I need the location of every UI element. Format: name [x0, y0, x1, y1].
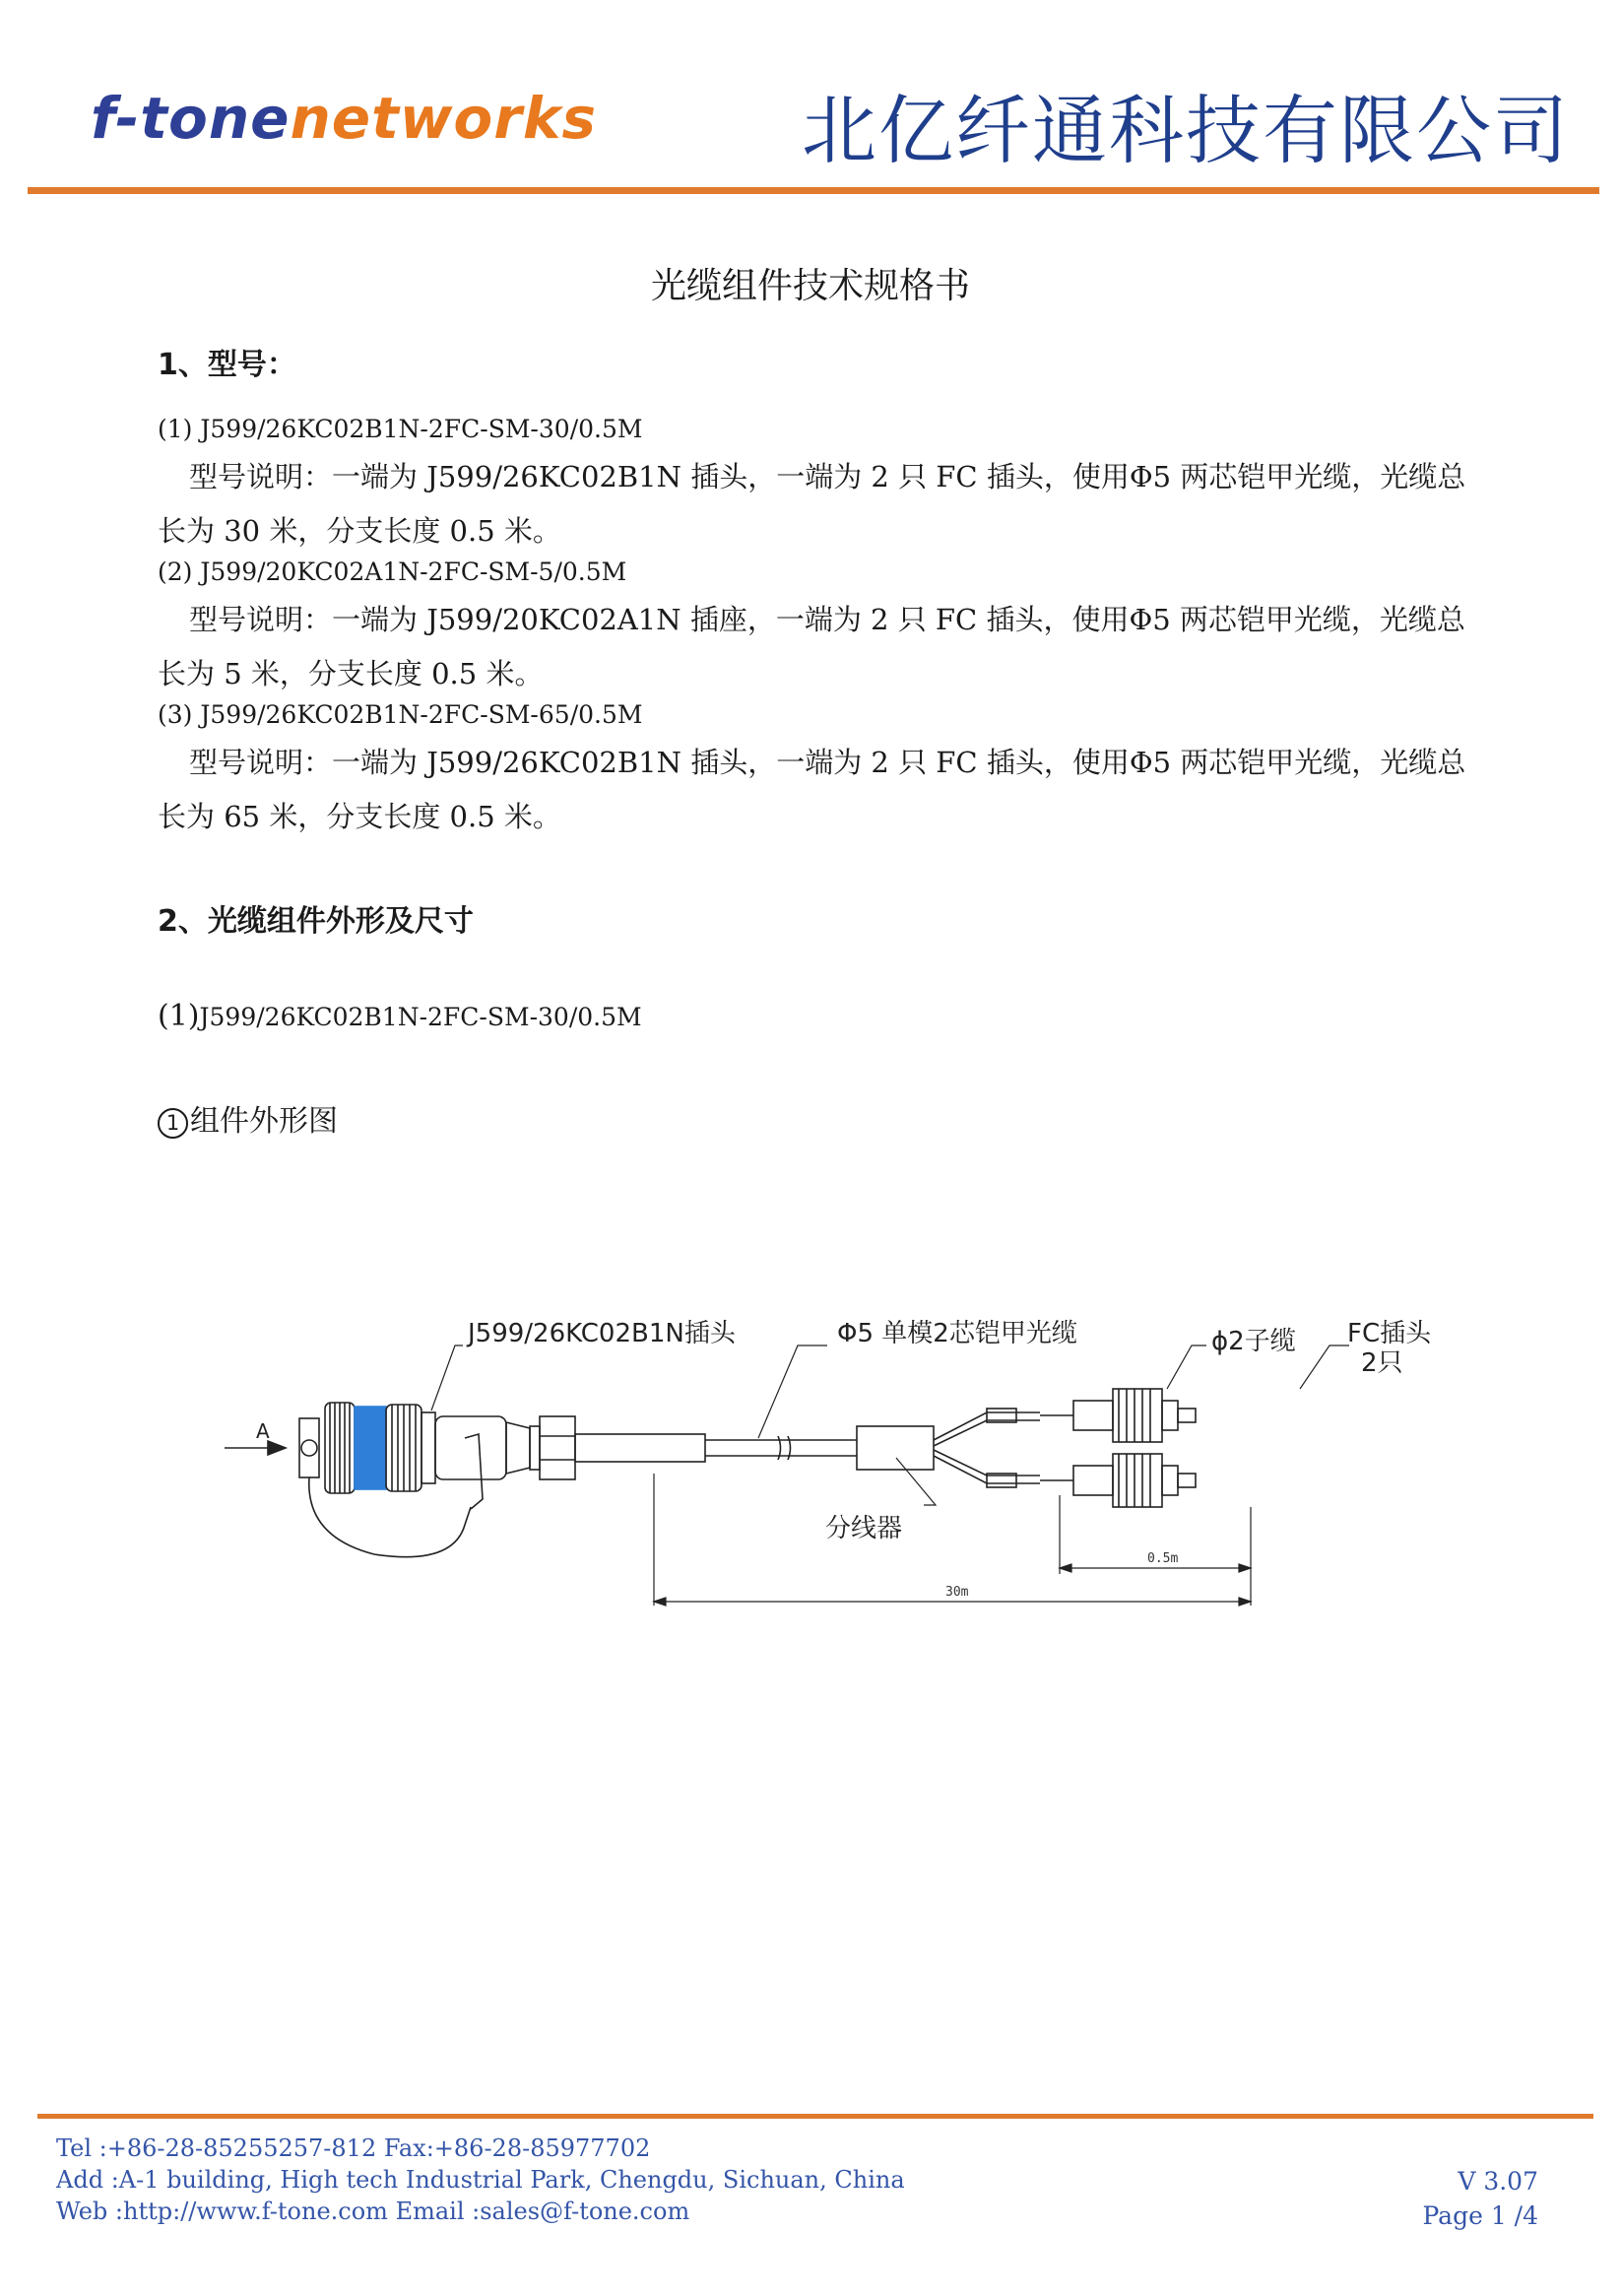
upper-branch-bottom	[934, 1420, 1040, 1446]
figure-title: 组件外形图	[190, 1104, 338, 1139]
connector-label: J599/26KC02B1N插头	[468, 1319, 736, 1348]
circled-number: 1	[158, 1108, 188, 1139]
header-divider	[28, 187, 1599, 194]
subheading-code: J599/26KC02B1N-2FC-SM-30/0.5M	[199, 1003, 642, 1031]
version-label: V 3.07	[1458, 2167, 1538, 2196]
cable-assembly-drawing	[207, 1290, 1487, 1615]
splitter-label: 分线器	[825, 1514, 903, 1543]
model-code-3: (3) J599/26KC02B1N-2FC-SM-65/0.5M	[158, 700, 643, 729]
model-description-3: 型号说明：一端为 J599/26KC02B1N 插头，一端为 2 只 FC 插头，使用Φ5 两芯铠甲光缆，光缆总长为 65 米，分支长度 0.5 米。	[158, 746, 1466, 833]
lower-fc-nut	[1113, 1454, 1162, 1507]
logo-part-2: networks	[290, 85, 597, 152]
figure-caption	[158, 1096, 338, 1140]
splitter-leader	[896, 1458, 936, 1505]
fc-leader	[1300, 1345, 1349, 1389]
hex-nut	[540, 1416, 575, 1479]
backshell-taper	[506, 1422, 530, 1474]
model-code-1: (1) J599/26KC02B1N-2FC-SM-30/0.5M	[158, 415, 643, 443]
assembly-subheading	[158, 999, 642, 1033]
connector-leader	[431, 1345, 463, 1410]
subcable-leader	[1167, 1345, 1206, 1389]
dust-cap-lanyard	[309, 1477, 471, 1557]
plug-face	[299, 1418, 319, 1477]
backshell-step	[421, 1412, 435, 1483]
footer-web-email: Web :http://www.f-tone.com Email :sales@f-tone.com	[56, 2198, 690, 2225]
footer-tel-fax: Tel :+86-28-85255257-812 Fax:+86-28-85977702	[56, 2134, 651, 2162]
model-code-2: (2) J599/20KC02A1N-2FC-SM-5/0.5M	[158, 558, 627, 586]
plug-pin	[301, 1440, 317, 1456]
upper-fc-boot	[1073, 1401, 1113, 1430]
footer-address: Add :A-1 building, High tech Industrial Park, Chengdu, Sichuan, China	[56, 2166, 905, 2194]
footer-divider	[37, 2114, 1593, 2119]
fc-label-line1: FC插头	[1347, 1319, 1432, 1348]
subheading-prefix: (1)	[158, 999, 200, 1033]
dust-cap	[465, 1434, 483, 1509]
logo-part-1: f-tone	[91, 85, 291, 152]
page-number: Page 1 /4	[1422, 2201, 1538, 2230]
subcable-label: ϕ2子缆	[1211, 1327, 1296, 1356]
company-name: 北亿纤通科技有限公司	[802, 87, 1570, 174]
model-description-2: 型号说明：一端为 J599/20KC02A1N 插座，一端为 2 只 FC 插头，使用Φ5 两芯铠甲光缆，光缆总长为 5 米，分支长度 0.5 米。	[158, 603, 1465, 690]
cable-label: Φ5 单模2芯铠甲光缆	[837, 1319, 1077, 1348]
view-a-label: A	[256, 1419, 270, 1443]
splitter-body	[857, 1426, 934, 1470]
cable-leader	[758, 1345, 827, 1438]
model-description-1: 型号说明：一端为 J599/26KC02B1N 插头，一端为 2 只 FC 插头，使用Φ5 两芯铠甲光缆，光缆总长为 30 米，分支长度 0.5 米。	[158, 460, 1466, 548]
lower-branch-bottom	[934, 1450, 1040, 1476]
upper-fc-nut	[1113, 1389, 1162, 1442]
section-2-heading: 2、光缆组件外形及尺寸	[158, 904, 474, 939]
backshell-body	[435, 1416, 506, 1479]
document-title: 光缆组件技术规格书	[650, 266, 970, 306]
fc-label-line2: 2只	[1361, 1348, 1403, 1378]
company-logo	[91, 85, 597, 152]
view-a-arrowhead	[268, 1441, 286, 1455]
branch-length-label: 0.5m	[1147, 1551, 1179, 1566]
blue-coupling-band	[355, 1407, 386, 1489]
lower-fc-boot	[1073, 1466, 1113, 1495]
section-1-heading: 1、型号：	[158, 348, 296, 382]
total-length-label: 30m	[945, 1585, 969, 1600]
strain-relief-spring	[575, 1434, 705, 1462]
